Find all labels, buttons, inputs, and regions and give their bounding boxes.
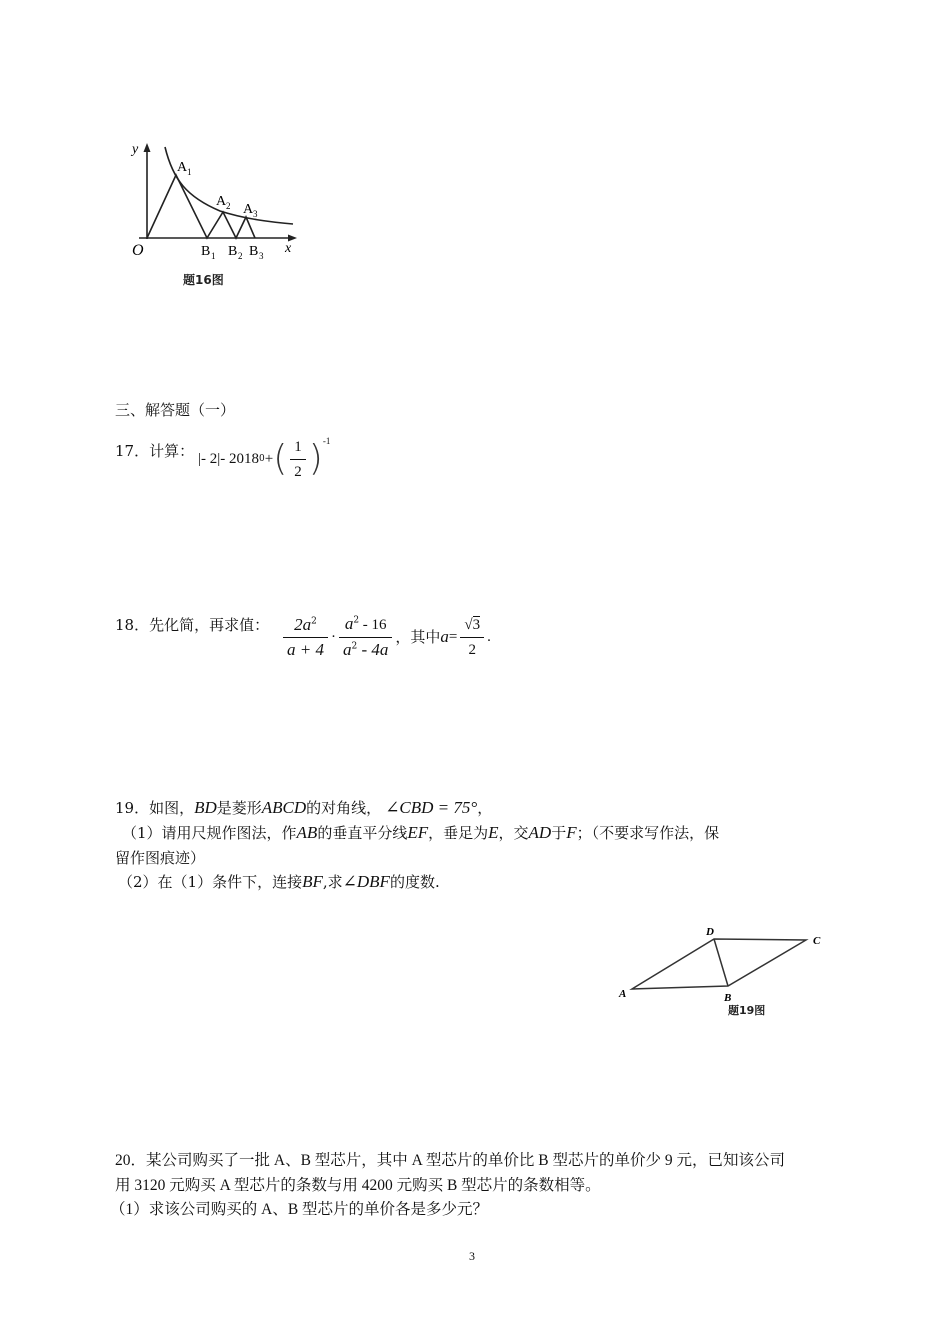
q19-l2-ad: AD <box>528 823 552 842</box>
q20-line-2: 用 3120 元购买 A 型芯片的条数与用 4200 元购买 B 型芯片的条数相等。 <box>115 1177 601 1194</box>
q19-l2-text-a: （1）请用尺规作图法，作 <box>122 824 297 842</box>
q17-abs-close: | <box>217 450 221 467</box>
q19-l1-text-a: 19．如图， <box>115 799 195 817</box>
x-axis-label: x <box>285 241 292 256</box>
q18-equals: = <box>448 628 458 645</box>
point-b1-label: B <box>201 244 211 259</box>
q20-line-1: 20．某公司购买了一批 A、B 型芯片，其中 A 型芯片的单价比 B 型芯片的单价少 9 元，已知该公司 <box>115 1152 785 1169</box>
q17-left-paren: ( <box>273 438 288 479</box>
fig19-label-a: A <box>619 988 627 1000</box>
q18-sqrt-radicand: 3 <box>472 616 481 633</box>
q17-abs-content: - 2 <box>201 450 218 467</box>
q19-l4-text-c: 的度数. <box>389 873 440 891</box>
q18-f2-den-exp: 2 <box>351 641 358 652</box>
q18-label: 18．先化简，再求值： <box>115 616 270 634</box>
fig19-label-b: B <box>724 992 732 1004</box>
origin-label: O <box>132 242 144 259</box>
q18-value-denominator: 2 <box>468 641 476 658</box>
point-b3-label: B <box>249 244 259 259</box>
point-a1-sub: 1 <box>187 167 192 177</box>
point-b3-sub: 3 <box>259 251 264 261</box>
q19-l4-text-b: ,求 <box>322 873 343 891</box>
q18-f2-den-rest: - 4a <box>357 640 389 659</box>
q18-f2-den-a: a <box>342 640 352 659</box>
q18-sqrt-symbol: √ <box>464 616 473 633</box>
q19-l1-text-d: ， <box>477 799 493 817</box>
q18-condition-text: ，其中 <box>395 628 441 646</box>
q17-fraction-numerator: 1 <box>290 437 306 460</box>
point-a2-label: A <box>216 194 227 209</box>
q17-fraction-denominator: 2 <box>294 463 302 480</box>
q19-l2-f: F <box>566 823 577 842</box>
figure-19-caption: 题19图 <box>728 1004 766 1017</box>
q19-l2-text-d: ，交 <box>498 824 529 842</box>
q17-neg1-exponent: -1 <box>322 436 331 446</box>
point-b1-sub: 1 <box>211 251 216 261</box>
q19-l4-bf: BF <box>302 872 323 891</box>
figure-19-rhombus <box>610 922 840 1027</box>
q19-l2-ab: AB <box>296 823 318 842</box>
q19-l2-e: E <box>488 823 499 842</box>
q17-right-paren: ) <box>308 438 323 479</box>
q19-l4-text-a: （2）在（1）条件下，连接 <box>118 873 303 891</box>
point-a1-label: A <box>177 160 188 175</box>
q18-f2-num-rest: - 16 <box>359 617 387 633</box>
q17-abs-open: | <box>198 450 202 467</box>
figure-16-caption: 题16图 <box>183 273 224 287</box>
q18-f1-num-exp: 2 <box>311 616 317 627</box>
fig19-label-d: D <box>706 926 714 938</box>
q18-dot: · <box>330 628 336 645</box>
q19-line-4 <box>118 871 440 893</box>
q19-line-1 <box>115 797 492 819</box>
q19-l4-angle: ∠DBF <box>342 872 390 891</box>
q19-l1-text-b: 是菱形 <box>216 799 262 817</box>
q18-end-period: . <box>487 628 491 645</box>
q17-minus-2018: - 2018 <box>220 450 260 467</box>
point-a3-label: A <box>243 202 254 217</box>
q19-l2-text-c: ，垂足为 <box>428 824 489 842</box>
q19-line-2 <box>122 822 719 844</box>
q19-l1-angle: ∠CBD = 75° <box>385 798 478 817</box>
point-a2-sub: 2 <box>226 201 231 211</box>
figure-19 <box>610 922 840 1027</box>
q18-f2-num-exp: 2 <box>353 615 360 626</box>
q19-l1-abcd: ABCD <box>261 798 307 817</box>
q18-fraction-1 <box>283 615 328 660</box>
page-number: 3 <box>469 1249 475 1263</box>
section-title: 三、解答题（一） <box>115 401 236 419</box>
q19-line-3: 留作图痕迹） <box>115 849 206 867</box>
figure-16 <box>125 135 305 295</box>
q20-line-3: （1）求该公司购买的 A、B 型芯片的单价各是多少元？ <box>110 1201 489 1218</box>
q18-f2-num-a: a <box>344 614 354 633</box>
q17-expression: | - 2 | - 2018 0 + ( $\frac{1}{2}$ ) -1 <box>198 436 331 480</box>
q18-fraction-2 <box>339 614 392 660</box>
point-a3-sub: 3 <box>253 209 258 219</box>
q18-f1-denominator: a + 4 <box>287 639 324 659</box>
q18-variable: a <box>440 627 449 646</box>
q19-l2-ef: EF <box>407 823 429 842</box>
y-axis-label: y <box>132 142 139 157</box>
q19-l1-bd: BD <box>194 798 217 817</box>
q18-f1-numerator: 2a <box>294 614 312 634</box>
fig19-label-c: C <box>813 935 821 947</box>
q19-l2-text-g: ；（不要求写作法，保 <box>576 824 720 842</box>
q19-l2-text-b: 的垂直平分线 <box>317 824 408 842</box>
q17-plus: + <box>264 450 274 467</box>
q19-l1-text-c: 的对角线， <box>306 799 382 817</box>
q18-expression <box>280 612 491 662</box>
q17-label: 17．计算： <box>115 442 195 460</box>
q19-l2-text-e: 于 <box>551 824 567 842</box>
q18-value-fraction <box>460 615 484 660</box>
point-b2-label: B <box>228 244 238 259</box>
q17-fraction <box>290 437 306 482</box>
point-b2-sub: 2 <box>238 251 243 261</box>
